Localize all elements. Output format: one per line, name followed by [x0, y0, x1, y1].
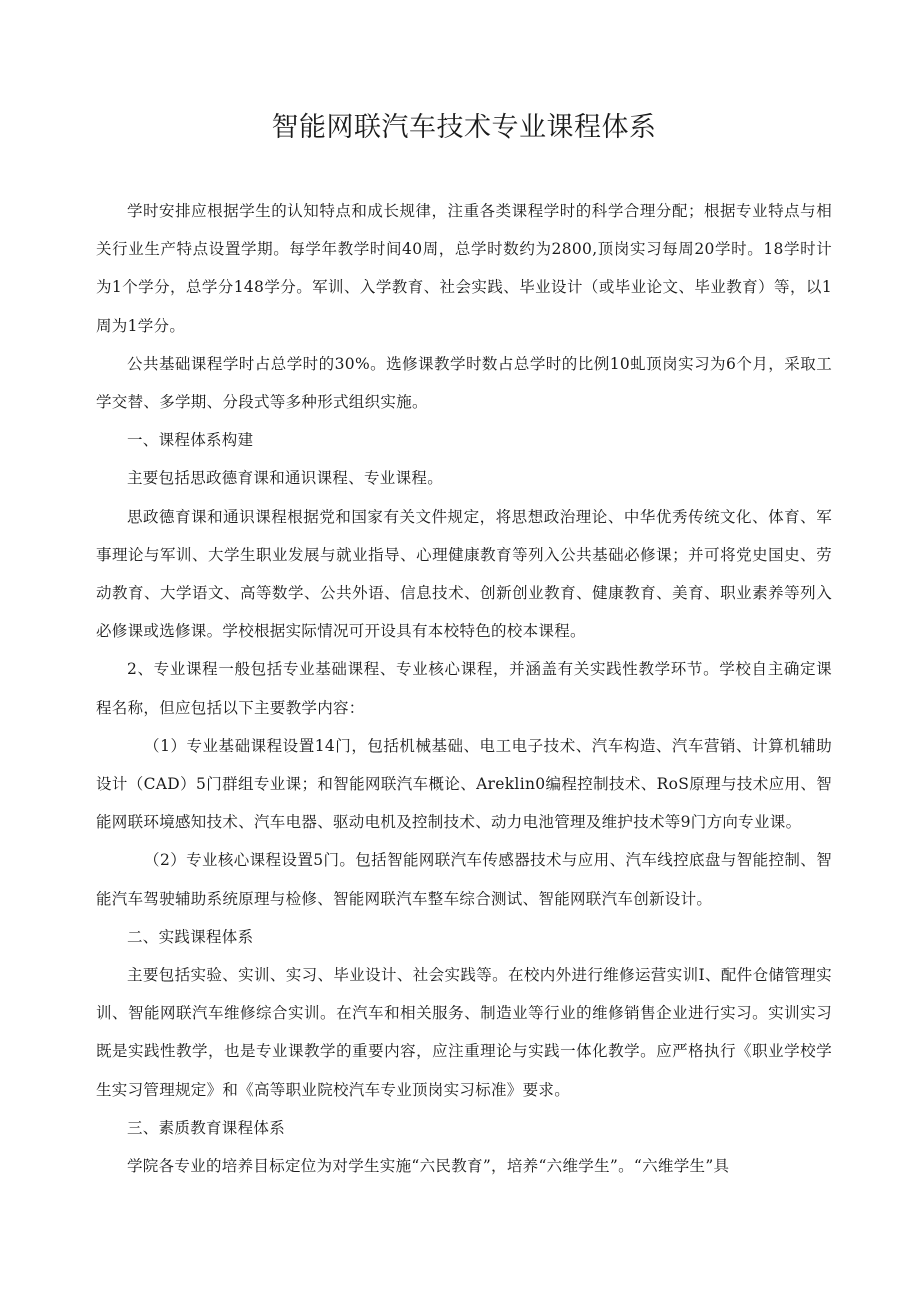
section-heading-practice: 二、实践课程体系	[127, 927, 254, 946]
paragraph-quality-education: 学院各专业的培养目标定位为对学生实施“六民教育”，培养“六维学生”。“六维学生”具	[127, 1157, 730, 1176]
paragraph-foundation-courses: （1）专业基础课程设置14门，包括机械基础、电工电子技术、汽车构造、汽车营销、计算机辅助设计（CAD）5门群组专业课；和智能网联汽车概论、Areklin0编程控制技术、RoS原理与技术应用、智能网联环境感知技术、汽车电器、驱动电机及控制技术、动力电池管理及维护技术等9门方向专业课。	[96, 736, 832, 832]
paragraph-practice-content: 主要包括实验、实训、实习、毕业设计、社会实践等。在校内外进行维修运营实训I、配件仓储管理实训、智能网联汽车维修综合实训。在汽车和相关服务、制造业等行业的维修销售企业进行实习。实训实习既是实践性教学，也是专业课教学的重要内容，应注重理论与实践一体化教学。应严格执行《职业学校学生实习管理规定》和《高等职业院校汽车专业顶岗实习标准》要求。	[96, 966, 832, 1099]
page-title: 智能网联汽车技术专业课程体系	[271, 112, 657, 143]
paragraph-curriculum-overview: 主要包括思政德育课和通识课程、专业课程。	[127, 469, 444, 488]
section-heading-quality-education: 三、素质教育课程体系	[127, 1118, 286, 1137]
paragraph-public-courses: 公共基础课程学时占总学时的30%。选修课教学时数占总学时的比例10虬顶岗实习为6个月，采取工学交替、多学期、分段式等多种形式组织实施。	[96, 354, 832, 412]
paragraph-credit-hours: 学时安排应根据学生的认知特点和成长规律，注重各类课程学时的科学合理分配；根据专业特点与相关行业生产特点设置学期。每学年教学时间40周，总学时数约为2800,顶岗实习每周20学时。18学时计为1个学分，总学分148学分。军训、入学教育、社会实践、毕业设计（或毕业论文、毕业教育）等，以1周为1学分。	[96, 202, 832, 335]
document-page	[96, 0, 832, 1301]
paragraph-professional-courses: 2、专业课程一般包括专业基础课程、专业核心课程，并涵盖有关实践性教学环节。学校自主确定课程名称，但应包括以下主要教学内容：	[96, 660, 832, 717]
section-heading-curriculum: 一、课程体系构建	[127, 431, 254, 450]
document-body	[96, 192, 832, 1185]
paragraph-core-courses: （2）专业核心课程设置5门。包括智能网联汽车传感器技术与应用、汽车线控底盘与智能控制、智能汽车驾驶辅助系统原理与检修、智能网联汽车整车综合测试、智能网联汽车创新设计。	[96, 851, 832, 908]
paragraph-ideological-courses: 思政德育课和通识课程根据党和国家有关文件规定，将思想政治理论、中华优秀传统文化、体育、军事理论与军训、大学生职业发展与就业指导、心理健康教育等列入公共基础必修课；并可将党史国史、劳动教育、大学语文、高等数学、公共外语、信息技术、创新创业教育、健康教育、美育、职业素养等列入必修课或选修课。学校根据实际情况可开设具有本校特色的校本课程。	[96, 507, 832, 641]
